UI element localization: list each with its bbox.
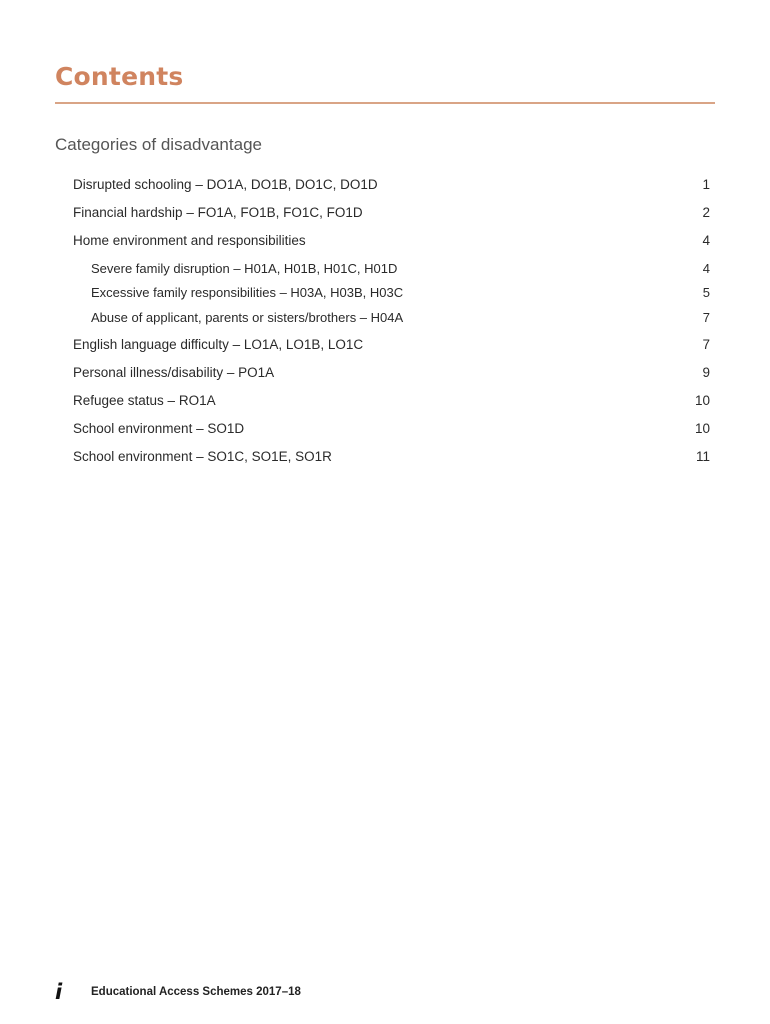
toc-subentry-abuse[interactable]	[91, 309, 710, 327]
toc-entry-label: Excessive family responsibilities – H03A, H03B, H03C	[91, 285, 404, 300]
toc-entry-page: 4	[702, 261, 710, 276]
toc-entry-label: Abuse of applicant, parents or sisters/brothers – H04A	[91, 310, 404, 325]
toc-entry-label: English language difficulty – LO1A, LO1B, LO1C	[73, 337, 364, 352]
toc-entry-page: 11	[695, 449, 710, 464]
toc-entry-label: Personal illness/disability – PO1A	[73, 365, 275, 380]
toc-entry-page: 2	[702, 205, 710, 220]
toc-entry-personal-illness[interactable]	[73, 364, 710, 382]
toc-entry-refugee-status[interactable]	[73, 392, 710, 410]
toc-entry-page: 9	[702, 365, 710, 380]
page-title: Contents	[55, 62, 184, 91]
toc-entry-page: 7	[702, 310, 710, 325]
toc-entry-page: 10	[694, 393, 710, 408]
toc-entry-school-environment-so1d[interactable]	[73, 420, 710, 438]
toc-entry-page: 4	[702, 233, 710, 248]
toc-entry-page: 7	[702, 337, 710, 352]
section-heading: Categories of disadvantage	[55, 135, 262, 154]
toc-subentry-severe-family-disruption[interactable]	[91, 260, 710, 278]
page-footer	[55, 980, 715, 1006]
toc-entry-home-environment[interactable]	[73, 232, 710, 250]
toc-entry-label: Refugee status – RO1A	[73, 393, 216, 408]
toc-entry-label: School environment – SO1D	[73, 421, 245, 436]
toc-subentry-excessive-family-responsibilities[interactable]	[91, 284, 710, 302]
toc-entry-page: 5	[702, 285, 710, 300]
toc-entry-page: 10	[694, 421, 710, 436]
toc-entry-page: 1	[702, 177, 710, 192]
toc-entry-label: Home environment and responsibilities	[73, 233, 306, 248]
footer-page-number: i	[55, 980, 63, 1004]
toc-entry-disrupted-schooling[interactable]	[73, 176, 710, 194]
toc-entry-school-environment-so1c[interactable]	[73, 448, 710, 466]
toc-entry-label: Disrupted schooling – DO1A, DO1B, DO1C, DO1D	[73, 177, 378, 192]
toc-entry-label: Financial hardship – FO1A, FO1B, FO1C, FO1D	[73, 205, 363, 220]
toc-entry-english-language-difficulty[interactable]	[73, 336, 710, 354]
title-divider	[55, 102, 715, 104]
toc-entry-label: Severe family disruption – H01A, H01B, H01C, H01D	[91, 261, 398, 276]
footer-document-title: Educational Access Schemes 2017–18	[91, 986, 301, 998]
toc-entry-label: School environment – SO1C, SO1E, SO1R	[73, 449, 332, 464]
toc-entry-financial-hardship[interactable]	[73, 204, 710, 222]
